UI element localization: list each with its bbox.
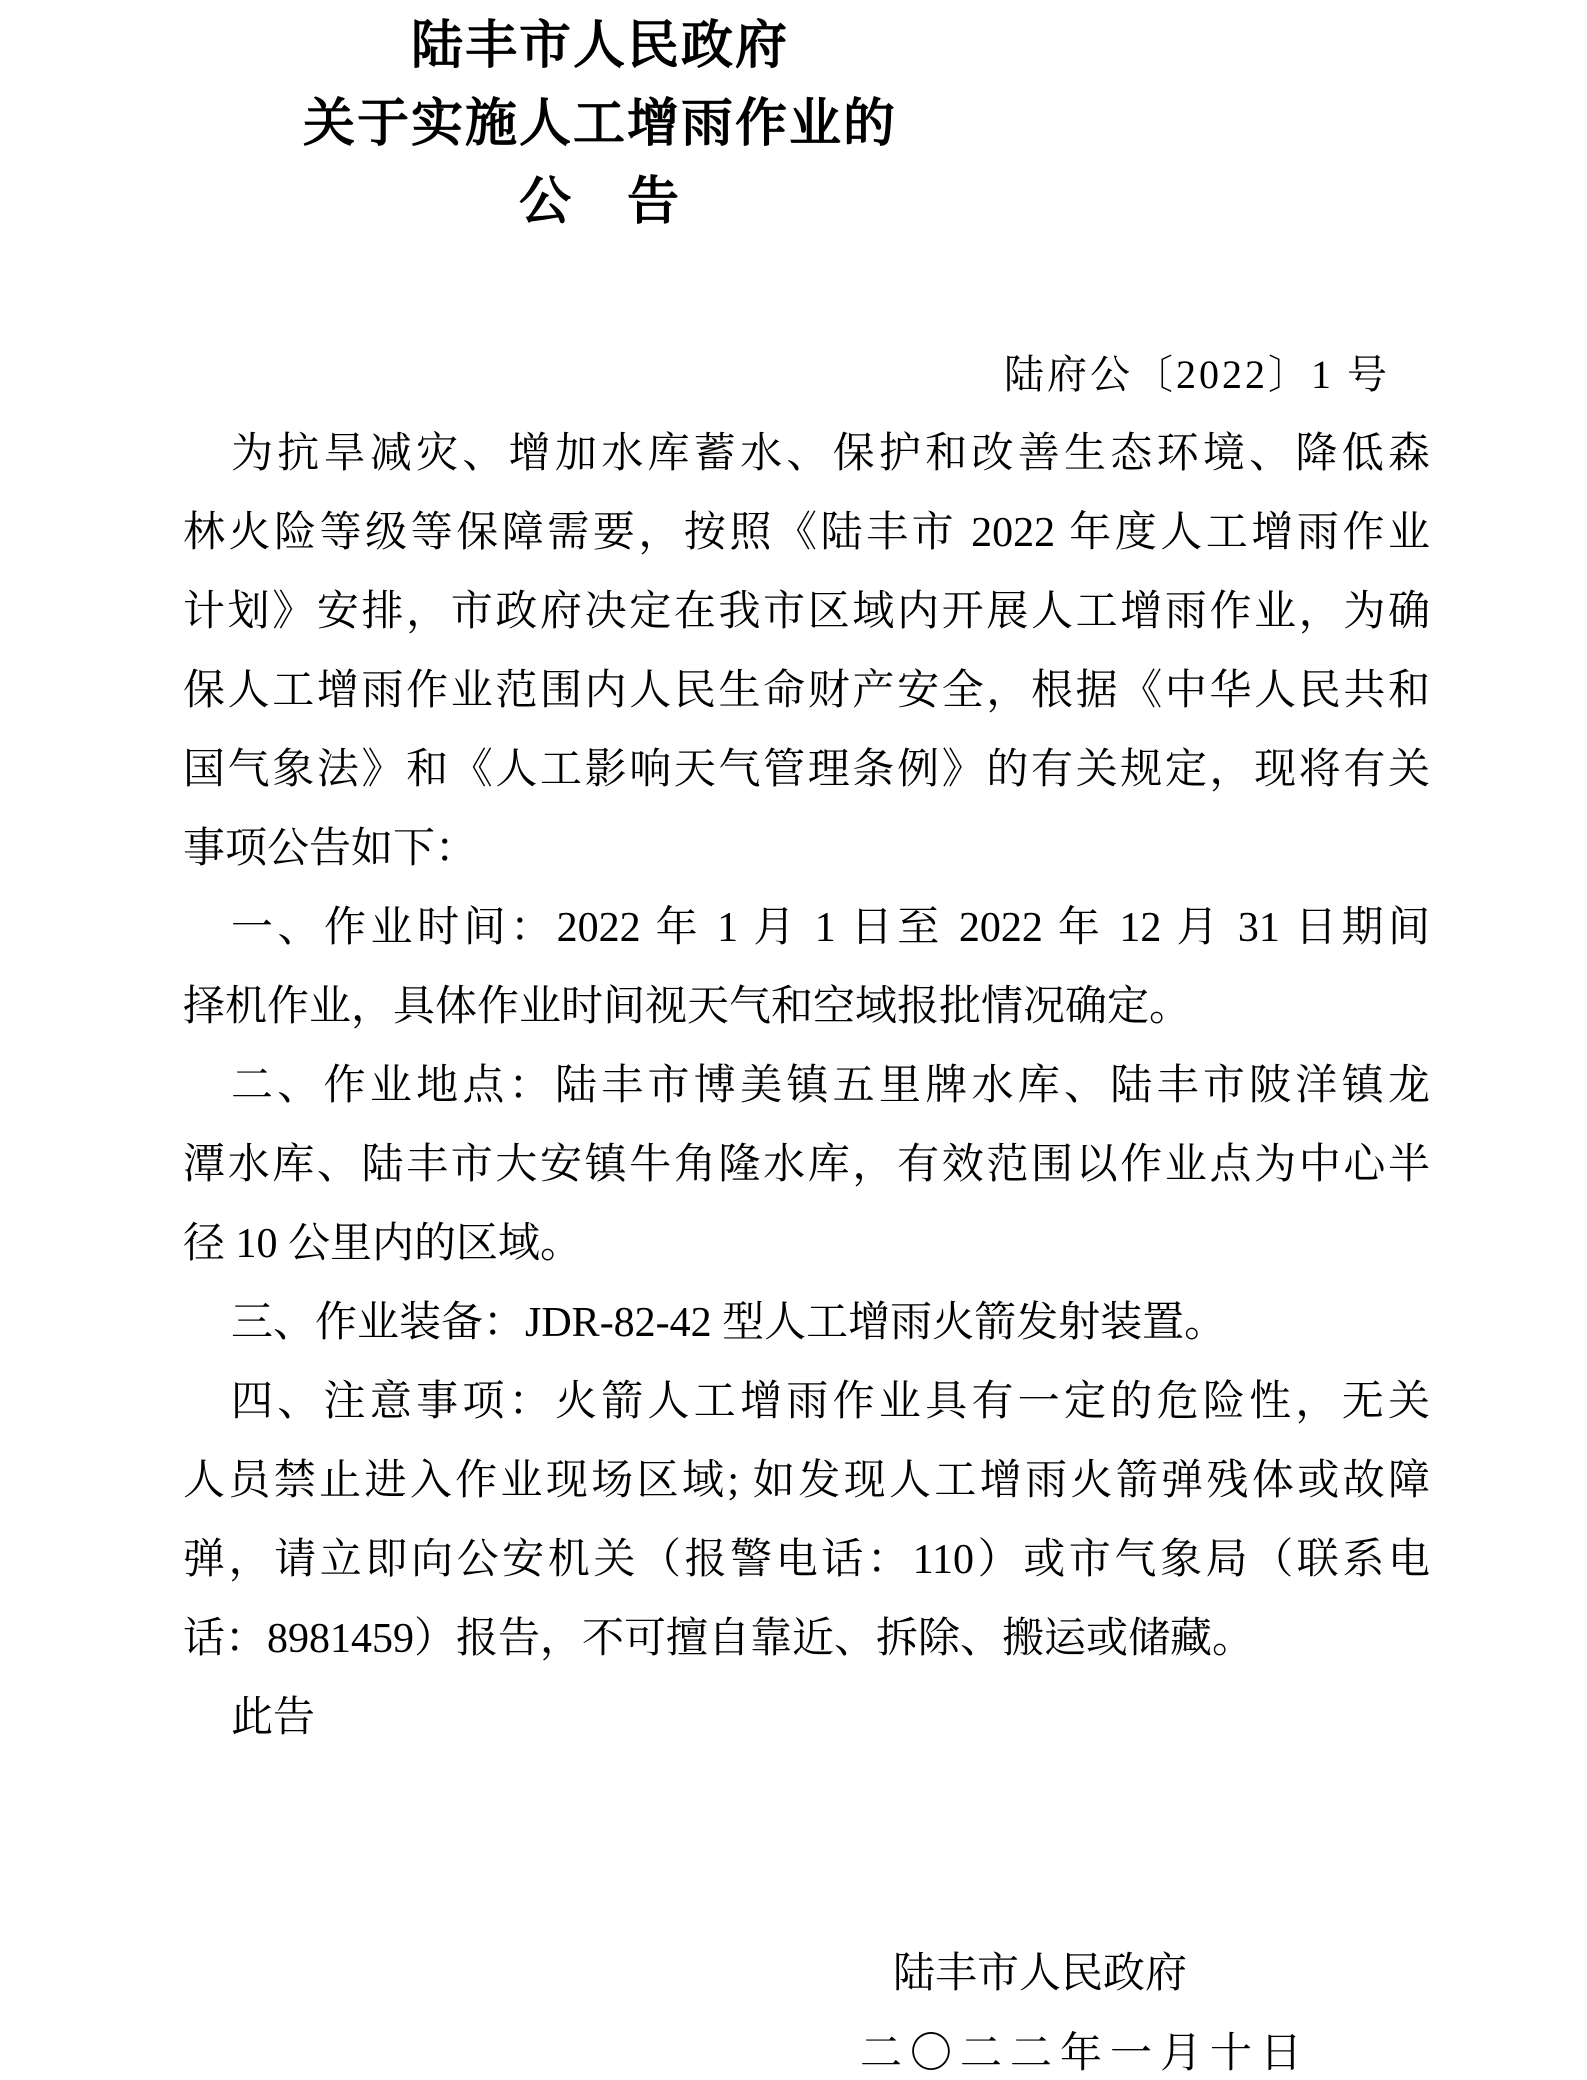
body-line: 二、作业地点：陆丰市博美镇五里牌水库、陆丰市陂洋镇龙 xyxy=(231,1063,1430,1109)
body-line: 国气象法》和《人工影响天气管理条例》的有关规定，现将有关 xyxy=(183,747,1430,793)
body-line: 三、作业装备：JDR-82-42 型人工增雨火箭发射装置。 xyxy=(231,1300,1227,1346)
body-line: 弹，请立即向公安机关（报警电话：110）或市气象局（联系电 xyxy=(183,1537,1430,1583)
body-line: 为抗旱减灾、增加水库蓄水、保护和改善生态环境、降低森 xyxy=(231,431,1430,477)
document-title xyxy=(0,8,1200,242)
body-line: 林火险等级等保障需要，按照《陆丰市 2022 年度人工增雨作业 xyxy=(183,510,1430,556)
signature-org: 陆丰市人民政府 xyxy=(893,1951,1188,1997)
body-line: 话：8981459）报告，不可擅自靠近、拆除、搬运或储藏。 xyxy=(183,1616,1255,1662)
body-line: 径 10 公里内的区域。 xyxy=(183,1221,583,1267)
signature-date: 二〇二二年一月十日 xyxy=(860,2031,1311,2077)
body-line: 此告 xyxy=(231,1695,316,1741)
body-line: 一、作业时间：2022 年 1 月 1 日至 2022 年 12 月 31 日期间 xyxy=(231,905,1430,951)
body-line: 潭水库、陆丰市大安镇牛角隆水库，有效范围以作业点为中心半 xyxy=(183,1142,1430,1188)
body-line: 保人工增雨作业范围内人民生命财产安全，根据《中华人民共和 xyxy=(183,668,1430,714)
title-line-notice: 公 告 xyxy=(518,174,681,231)
body-line: 四、注意事项：火箭人工增雨作业具有一定的危险性，无关 xyxy=(231,1379,1430,1425)
document-body xyxy=(183,415,1430,1758)
body-line: 计划》安排，市政府决定在我市区域内开展人工增雨作业，为确 xyxy=(183,589,1430,635)
body-line: 事项公告如下： xyxy=(183,826,478,872)
body-line: 人员禁止进入作业现场区域; 如发现人工增雨火箭弹残体或故障 xyxy=(183,1458,1430,1504)
document-number: 陆府公〔2022〕1 号 xyxy=(1004,352,1390,397)
body-line: 择机作业，具体作业时间视天气和空域报批情况确定。 xyxy=(183,984,1192,1030)
title-line-subject: 关于实施人工增雨作业的 xyxy=(302,96,897,153)
title-line-org: 陆丰市人民政府 xyxy=(410,18,789,75)
